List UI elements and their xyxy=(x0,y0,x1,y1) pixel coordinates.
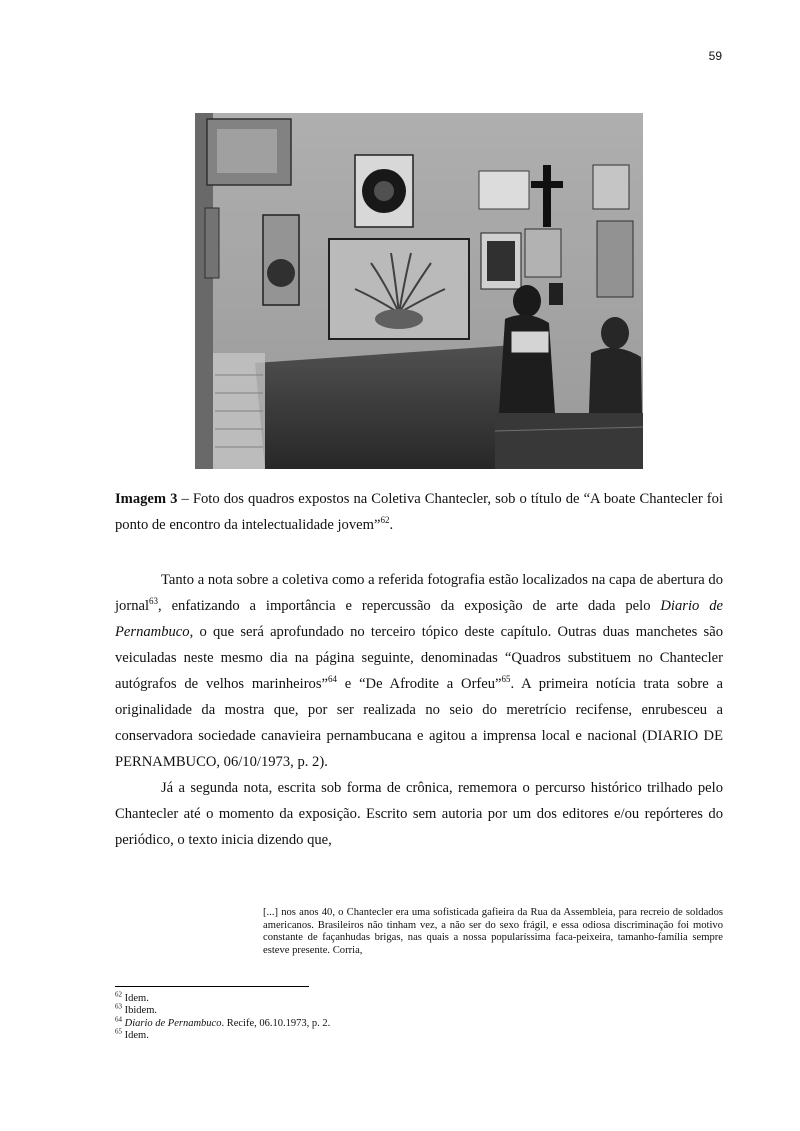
paragraph-1-text-b: , enfatizando a importância e repercussão da exposição de arte dada pelo xyxy=(158,598,661,614)
caption-footnote-ref: 62 xyxy=(380,515,390,526)
block-quote: [...] nos anos 40, o Chantecler era uma sofisticada gafieira da Rua da Assembleia, para recreio de soldados americanos. Brasileiros não tinham vez, a não ser do sexo frágil, e essa odiosa discriminação foi motivo constante de façanhudas brigas, nas quais a nossa popularíssima faca-peixeira, tamanho-família sempre esteve presente. Corria, xyxy=(263,907,723,956)
paragraph-1 xyxy=(115,567,723,775)
caption-end: . xyxy=(389,517,394,533)
footnote-number: 62 xyxy=(115,990,122,999)
paragraph-1-text-d: , o que será aprofundado no terceiro tópico deste capítulo. Outras duas manchetes são veiculadas neste mesmo dia na página seguinte, denominadas “Quadros substituem no Chantecler autógrafos de velhos marinheiros” xyxy=(115,624,723,692)
footnote-64 xyxy=(115,1015,723,1030)
footnote-separator xyxy=(115,986,309,987)
paragraph-2: Já a segunda nota, escrita sob forma de crônica, rememora o percurso histórico trilhado pelo Chantecler até o momento da exposição. Escrito sem autoria por um dos editores e/ou repórteres do periódico, o texto inicia dizendo que, xyxy=(115,780,723,848)
body-text xyxy=(115,567,723,853)
paragraph-1-text-a: Tanto a nota sobre a coletiva como a referida fotografia estão localizados na capa de abertura do jornal xyxy=(115,572,723,614)
footnote-text: Idem. xyxy=(122,1030,149,1042)
footnote-text: Ibidem. xyxy=(122,1005,157,1017)
footnote-ref-63: 63 xyxy=(149,596,159,607)
footnotes xyxy=(115,990,723,1043)
figure-caption xyxy=(115,486,723,538)
footnote-ref-64: 64 xyxy=(328,674,338,685)
paragraph-1-text-e: e “De Afrodite a Orfeu” xyxy=(337,676,502,692)
caption-text: – Foto dos quadros expostos na Coletiva Chantecler, sob o título de “A boate Chantecler foi ponto de encontro da intelectualidade jovem” xyxy=(115,491,723,533)
footnote-number: 64 xyxy=(115,1015,122,1024)
footnote-65 xyxy=(115,1027,723,1042)
page-number: 59 xyxy=(708,49,722,63)
paragraph-1-text-f: . A primeira notícia trata sobre a originalidade da mostra que, por ser realizada no seio do meretrício recifense, enrubesceu a conservadora sociedade canavieira pernambucana e agitou a imprensa local e nacional (DIARIO DE PERNAMBUCO, 06/10/1973, p. 2). xyxy=(115,676,723,770)
footnote-text: Idem. xyxy=(122,993,149,1004)
footnote-text: . Recife, 06.10.1973, p. 2. xyxy=(221,1017,331,1029)
footnote-63 xyxy=(115,1002,723,1017)
footnote-number: 65 xyxy=(115,1027,122,1036)
footnote-62 xyxy=(115,990,723,1005)
footnote-number: 63 xyxy=(115,1002,122,1011)
newspaper-title: Diario de Pernambuco xyxy=(115,598,723,640)
footnote-italic-title: Diario de Pernambuco xyxy=(124,1017,222,1029)
exhibition-photo xyxy=(195,113,643,469)
caption-label: Imagem 3 xyxy=(115,491,178,507)
exhibition-photo-image xyxy=(195,113,643,469)
footnote-ref-65: 65 xyxy=(501,674,511,685)
